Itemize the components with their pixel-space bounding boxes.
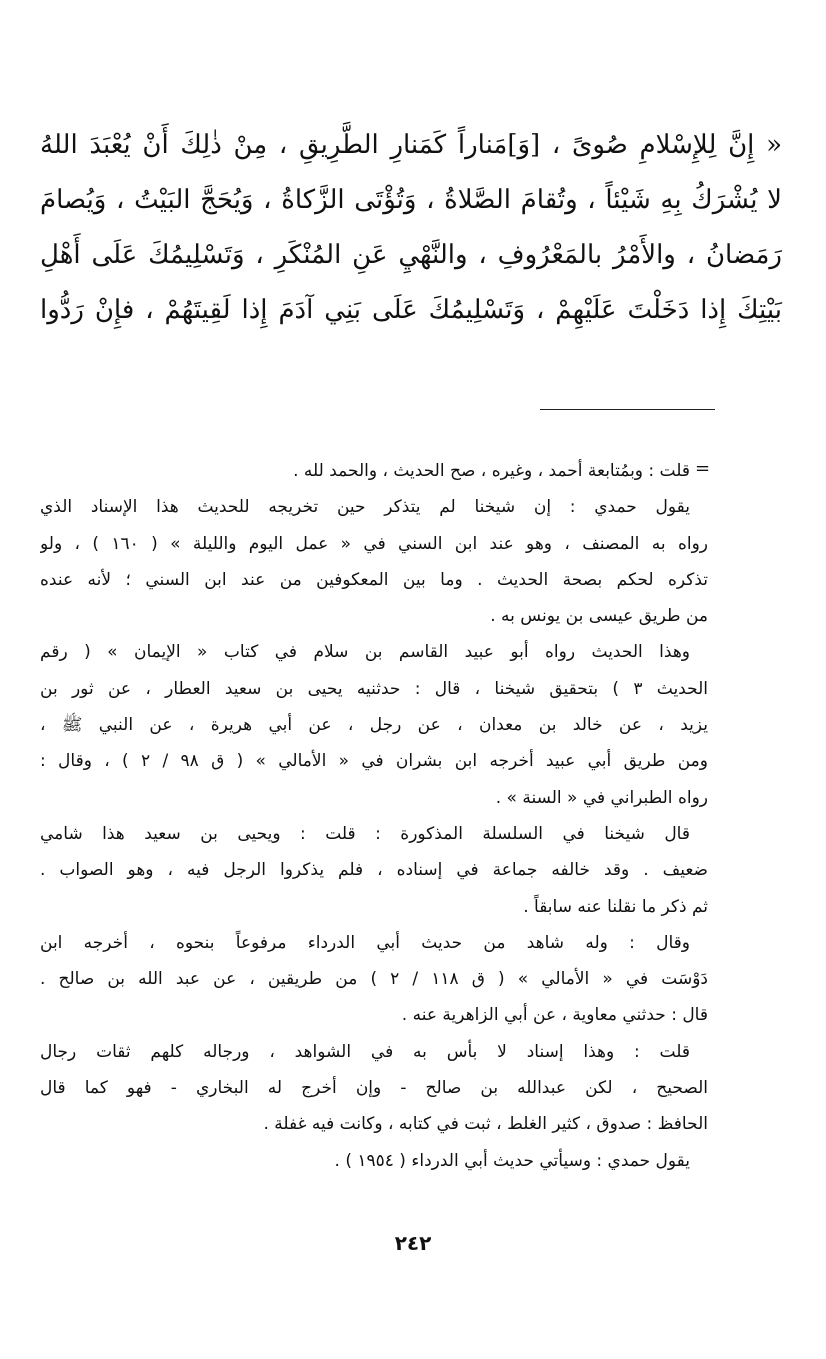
footnote-line: قال : حدثني معاوية ، عن أبي الزاهرية عنه . [401,1005,708,1026]
main-text-line: رَمَضانُ ، والأَمْرُ بالمَعْرُوفِ ، والنَّهْيِ عَنِ المُنْكَرِ ، وَتَسْلِيمُكَ عَلَى أَهْلِ [40,240,782,270]
footnote-line: ثم ذكر ما نقلنا عنه سابقاً . [523,896,708,917]
footnote-line: ضعيف . وقد خالفه جماعة في إسناده ، فلم يذكروا الرجل فيه ، وهو الصواب . [40,860,708,881]
footnote-line: من طريق عيسى بن يونس به . [490,606,708,627]
footnote-continuation-mark: = [695,458,711,479]
footnote-line: رواه به المصنف ، وهو عند ابن السني في « عمل اليوم والليلة » ( ١٦٠ ) ، ولو [40,533,708,554]
footnote-line: رواه الطبراني في « السنة » . [495,787,708,808]
main-text-line: لا يُشْرَكُ بِهِ شَيْئاً ، وتُقامَ الصَّلاةُ ، وَتُؤْتَى الزَّكاةُ ، وَيُحَجَّ البَيْتُ ، وَيُصامَ [40,185,782,215]
footnote-line: يقول حمدي : إن شيخنا لم يتذكر حين تخريجه للحديث هذا الإسناد الذي [40,497,690,518]
footnote-line: قال شيخنا في السلسلة المذكورة : قلت : ويحيى بن سعيد هذا شامي [40,823,690,844]
footnote-line: الحافظ : صدوق ، كثير الغلط ، ثبت في كتابه ، وكانت فيه غفلة . [263,1114,708,1135]
footnote-line: يزيد ، عن خالد بن معدان ، عن رجل ، عن أبي هريرة ، عن النبي ﷺ ، [40,715,708,736]
footnote-line: ومن طريق أبي عبيد أخرجه ابن بشران في « الأمالي » ( ق ٩٨ / ٢ ) ، وقال : [40,751,708,772]
footnote-divider [540,409,715,410]
main-text-line: « إِنَّ لِلإِسْلامِ صُوىً ، [وَ]مَناراً كَمَنارِ الطَّرِيقِ ، مِنْ ذٰلِكَ أَنْ يُعْبَدَ اللهُ [40,130,782,160]
footnote-line: تذكره لحكم بصحة الحديث . وما بين المعكوفين من عند ابن السني ؛ لأنه عنده [40,569,708,590]
footnote-line: قلت : وهذا إسناد لا بأس به في الشواهد ، ورجاله كلهم ثقات رجال [40,1041,690,1062]
footnote-line: يقول حمدي : وسيأتي حديث أبي الدرداء ( ١٩٥٤ ) . [334,1150,690,1171]
footnote-line: وقال : وله شاهد من حديث أبي الدرداء مرفوعاً بنحوه ، أخرجه ابن [40,932,690,953]
footnote-line: قلت : وبمُتابعة أحمد ، وغيره ، صح الحديث ، والحمد لله . [293,461,690,481]
page-number: ٢٤٢ [394,1231,432,1255]
footnotes-block [40,453,711,1179]
footnote-line: الحديث ٣ ) بتحقيق شيخنا ، قال : حدثنيه يحيى بن سعيد العطار ، عن ثور بن [40,678,708,699]
footnote-line: الصحيح ، لكن عبدالله بن صالح - وإن أخرج له البخاري - فهو كما قال [40,1078,708,1099]
main-hadith-text [40,118,782,338]
footnote-line: وهذا الحديث رواه أبو عبيد القاسم بن سلام في كتاب « الإيمان » ( رقم [40,642,690,663]
footnote-line: دَوْسَت في « الأمالي » ( ق ١١٨ / ٢ ) من طريقين ، عن عبد الله بن صالح . [40,969,708,990]
main-text-line: بَيْتِكَ إِذا دَخَلْتَ عَلَيْهِمْ ، وَتَسْلِيمُكَ عَلَى بَنِي آدَمَ إِذا لَقِيتَهُمْ ، فإِنْ رَدُّوا [40,295,782,325]
